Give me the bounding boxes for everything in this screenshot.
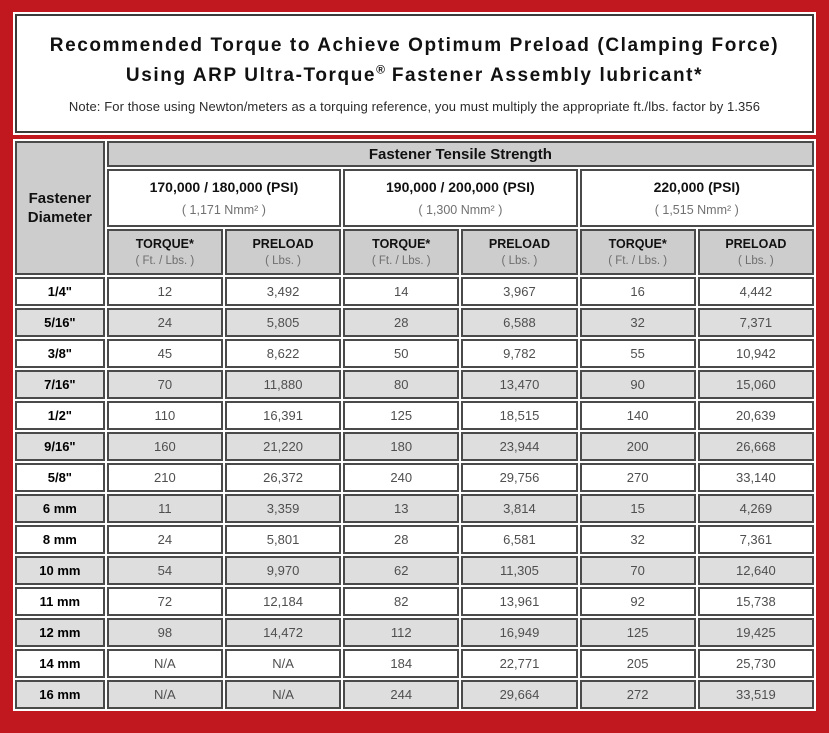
- torque-value-cell: 90: [580, 370, 696, 399]
- nmm-rating: ( 1,300 Nmm² ): [418, 203, 503, 217]
- fastener-diameter-cell: 1/2": [15, 401, 105, 430]
- torque-value-cell: 210: [107, 463, 223, 492]
- table-body: [15, 277, 814, 709]
- preload-value-cell: 5,805: [225, 308, 341, 337]
- torque-table: [13, 139, 816, 711]
- torque-value-cell: 180: [343, 432, 459, 461]
- preload-value-cell: 4,269: [698, 494, 814, 523]
- preload-value-cell: 13,470: [461, 370, 577, 399]
- table-row: [15, 556, 814, 585]
- torque-value-cell: 15: [580, 494, 696, 523]
- preload-value-cell: 3,814: [461, 494, 577, 523]
- title-line-1: Recommended Torque to Achieve Optimum Preload (Clamping Force): [49, 35, 780, 56]
- registered-trademark-symbol: ®: [376, 62, 385, 77]
- fastener-diameter-cell: 1/4": [15, 277, 105, 306]
- preload-value-cell: N/A: [225, 680, 341, 709]
- preload-value-cell: 26,668: [698, 432, 814, 461]
- torque-value-cell: 55: [580, 339, 696, 368]
- torque-value-cell: 70: [107, 370, 223, 399]
- preload-value-cell: 16,949: [461, 618, 577, 647]
- torque-column-header: TORQUE* ( Ft. / Lbs. ): [107, 229, 223, 275]
- torque-value-cell: 13: [343, 494, 459, 523]
- preload-value-cell: 26,372: [225, 463, 341, 492]
- table-row: [15, 401, 814, 430]
- torque-value-cell: 28: [343, 525, 459, 554]
- preload-value-cell: 3,492: [225, 277, 341, 306]
- fastener-diameter-cell: 3/8": [15, 339, 105, 368]
- table-row: [15, 463, 814, 492]
- preload-value-cell: 7,361: [698, 525, 814, 554]
- preload-value-cell: 16,391: [225, 401, 341, 430]
- psi-group-header-220: [580, 169, 814, 227]
- torque-column-header: TORQUE* ( Ft. / Lbs. ): [343, 229, 459, 275]
- preload-value-cell: 15,738: [698, 587, 814, 616]
- torque-value-cell: 92: [580, 587, 696, 616]
- torque-value-cell: 12: [107, 277, 223, 306]
- table-row: [15, 525, 814, 554]
- preload-value-cell: 10,942: [698, 339, 814, 368]
- table-row: [15, 432, 814, 461]
- psi-group-header-190-200: [343, 169, 577, 227]
- fastener-diameter-cell: 8 mm: [15, 525, 105, 554]
- title-note: Note: For those using Newton/meters as a torquing reference, you must multiply the appropriate ft./lbs. factor by 1.356: [68, 99, 761, 115]
- table-row: [15, 618, 814, 647]
- preload-value-cell: 5,801: [225, 525, 341, 554]
- table-row: [15, 680, 814, 709]
- torque-value-cell: 82: [343, 587, 459, 616]
- torque-value-cell: 62: [343, 556, 459, 585]
- torque-value-cell: 205: [580, 649, 696, 678]
- preload-column-header: PRELOAD ( Lbs. ): [225, 229, 341, 275]
- preload-value-cell: 6,581: [461, 525, 577, 554]
- preload-column-header: PRELOAD ( Lbs. ): [461, 229, 577, 275]
- psi-rating: 220,000 (PSI): [653, 179, 740, 195]
- preload-value-cell: 29,756: [461, 463, 577, 492]
- title-line-2: Using ARP Ultra-Torque® Fastener Assembly lubricant*: [125, 62, 704, 86]
- torque-value-cell: 270: [580, 463, 696, 492]
- fastener-diameter-cell: 16 mm: [15, 680, 105, 709]
- preload-value-cell: 12,184: [225, 587, 341, 616]
- torque-value-cell: 244: [343, 680, 459, 709]
- torque-value-cell: 54: [107, 556, 223, 585]
- torque-value-cell: 50: [343, 339, 459, 368]
- preload-value-cell: 25,730: [698, 649, 814, 678]
- torque-value-cell: N/A: [107, 649, 223, 678]
- torque-value-cell: 14: [343, 277, 459, 306]
- preload-value-cell: 20,639: [698, 401, 814, 430]
- preload-value-cell: 13,961: [461, 587, 577, 616]
- torque-value-cell: 184: [343, 649, 459, 678]
- torque-value-cell: 160: [107, 432, 223, 461]
- table-row: [15, 339, 814, 368]
- fastener-diameter-cell: 10 mm: [15, 556, 105, 585]
- fastener-diameter-cell: 12 mm: [15, 618, 105, 647]
- preload-value-cell: 23,944: [461, 432, 577, 461]
- torque-value-cell: 125: [580, 618, 696, 647]
- fastener-diameter-cell: 14 mm: [15, 649, 105, 678]
- preload-value-cell: 19,425: [698, 618, 814, 647]
- torque-value-cell: 110: [107, 401, 223, 430]
- torque-value-cell: 72: [107, 587, 223, 616]
- tensile-strength-header: Fastener Tensile Strength: [107, 141, 814, 167]
- fastener-diameter-cell: 11 mm: [15, 587, 105, 616]
- torque-value-cell: 28: [343, 308, 459, 337]
- preload-value-cell: 3,359: [225, 494, 341, 523]
- table-row: [15, 587, 814, 616]
- psi-rating: 190,000 / 200,000 (PSI): [386, 179, 535, 195]
- preload-value-cell: 29,664: [461, 680, 577, 709]
- psi-group-header-170-180: [107, 169, 341, 227]
- fastener-diameter-cell: 9/16": [15, 432, 105, 461]
- preload-value-cell: 14,472: [225, 618, 341, 647]
- preload-value-cell: 21,220: [225, 432, 341, 461]
- preload-value-cell: 33,519: [698, 680, 814, 709]
- torque-value-cell: 272: [580, 680, 696, 709]
- corner-header-fastener-diameter: Fastener Diameter: [15, 141, 105, 275]
- fastener-diameter-cell: 6 mm: [15, 494, 105, 523]
- fastener-diameter-cell: 7/16": [15, 370, 105, 399]
- torque-column-header: TORQUE* ( Ft. / Lbs. ): [580, 229, 696, 275]
- torque-value-cell: 70: [580, 556, 696, 585]
- preload-value-cell: 9,970: [225, 556, 341, 585]
- torque-value-cell: 240: [343, 463, 459, 492]
- nmm-rating: ( 1,515 Nmm² ): [654, 203, 739, 217]
- torque-value-cell: N/A: [107, 680, 223, 709]
- torque-value-cell: 32: [580, 308, 696, 337]
- preload-value-cell: 11,305: [461, 556, 577, 585]
- torque-value-cell: 24: [107, 308, 223, 337]
- psi-rating: 170,000 / 180,000 (PSI): [149, 179, 299, 195]
- preload-value-cell: 15,060: [698, 370, 814, 399]
- table-row: [15, 649, 814, 678]
- nmm-rating: ( 1,171 Nmm² ): [181, 203, 266, 217]
- torque-value-cell: 98: [107, 618, 223, 647]
- preload-value-cell: 4,442: [698, 277, 814, 306]
- table-row: [15, 277, 814, 306]
- preload-value-cell: 9,782: [461, 339, 577, 368]
- table-row: [15, 370, 814, 399]
- title-section: [15, 14, 814, 133]
- preload-value-cell: 8,622: [225, 339, 341, 368]
- torque-value-cell: 200: [580, 432, 696, 461]
- table-row: [15, 494, 814, 523]
- preload-value-cell: 11,880: [225, 370, 341, 399]
- preload-value-cell: 12,640: [698, 556, 814, 585]
- torque-value-cell: 125: [343, 401, 459, 430]
- table-row: [15, 308, 814, 337]
- torque-value-cell: 80: [343, 370, 459, 399]
- preload-value-cell: 22,771: [461, 649, 577, 678]
- preload-value-cell: 7,371: [698, 308, 814, 337]
- torque-value-cell: 16: [580, 277, 696, 306]
- preload-value-cell: 6,588: [461, 308, 577, 337]
- fastener-diameter-cell: 5/8": [15, 463, 105, 492]
- torque-value-cell: 32: [580, 525, 696, 554]
- torque-value-cell: 11: [107, 494, 223, 523]
- preload-column-header: PRELOAD ( Lbs. ): [698, 229, 814, 275]
- torque-value-cell: 140: [580, 401, 696, 430]
- fastener-diameter-cell: 5/16": [15, 308, 105, 337]
- preload-value-cell: 18,515: [461, 401, 577, 430]
- torque-value-cell: 45: [107, 339, 223, 368]
- torque-value-cell: 24: [107, 525, 223, 554]
- preload-value-cell: 33,140: [698, 463, 814, 492]
- preload-value-cell: 3,967: [461, 277, 577, 306]
- preload-value-cell: N/A: [225, 649, 341, 678]
- page-title: [17, 16, 812, 90]
- torque-value-cell: 112: [343, 618, 459, 647]
